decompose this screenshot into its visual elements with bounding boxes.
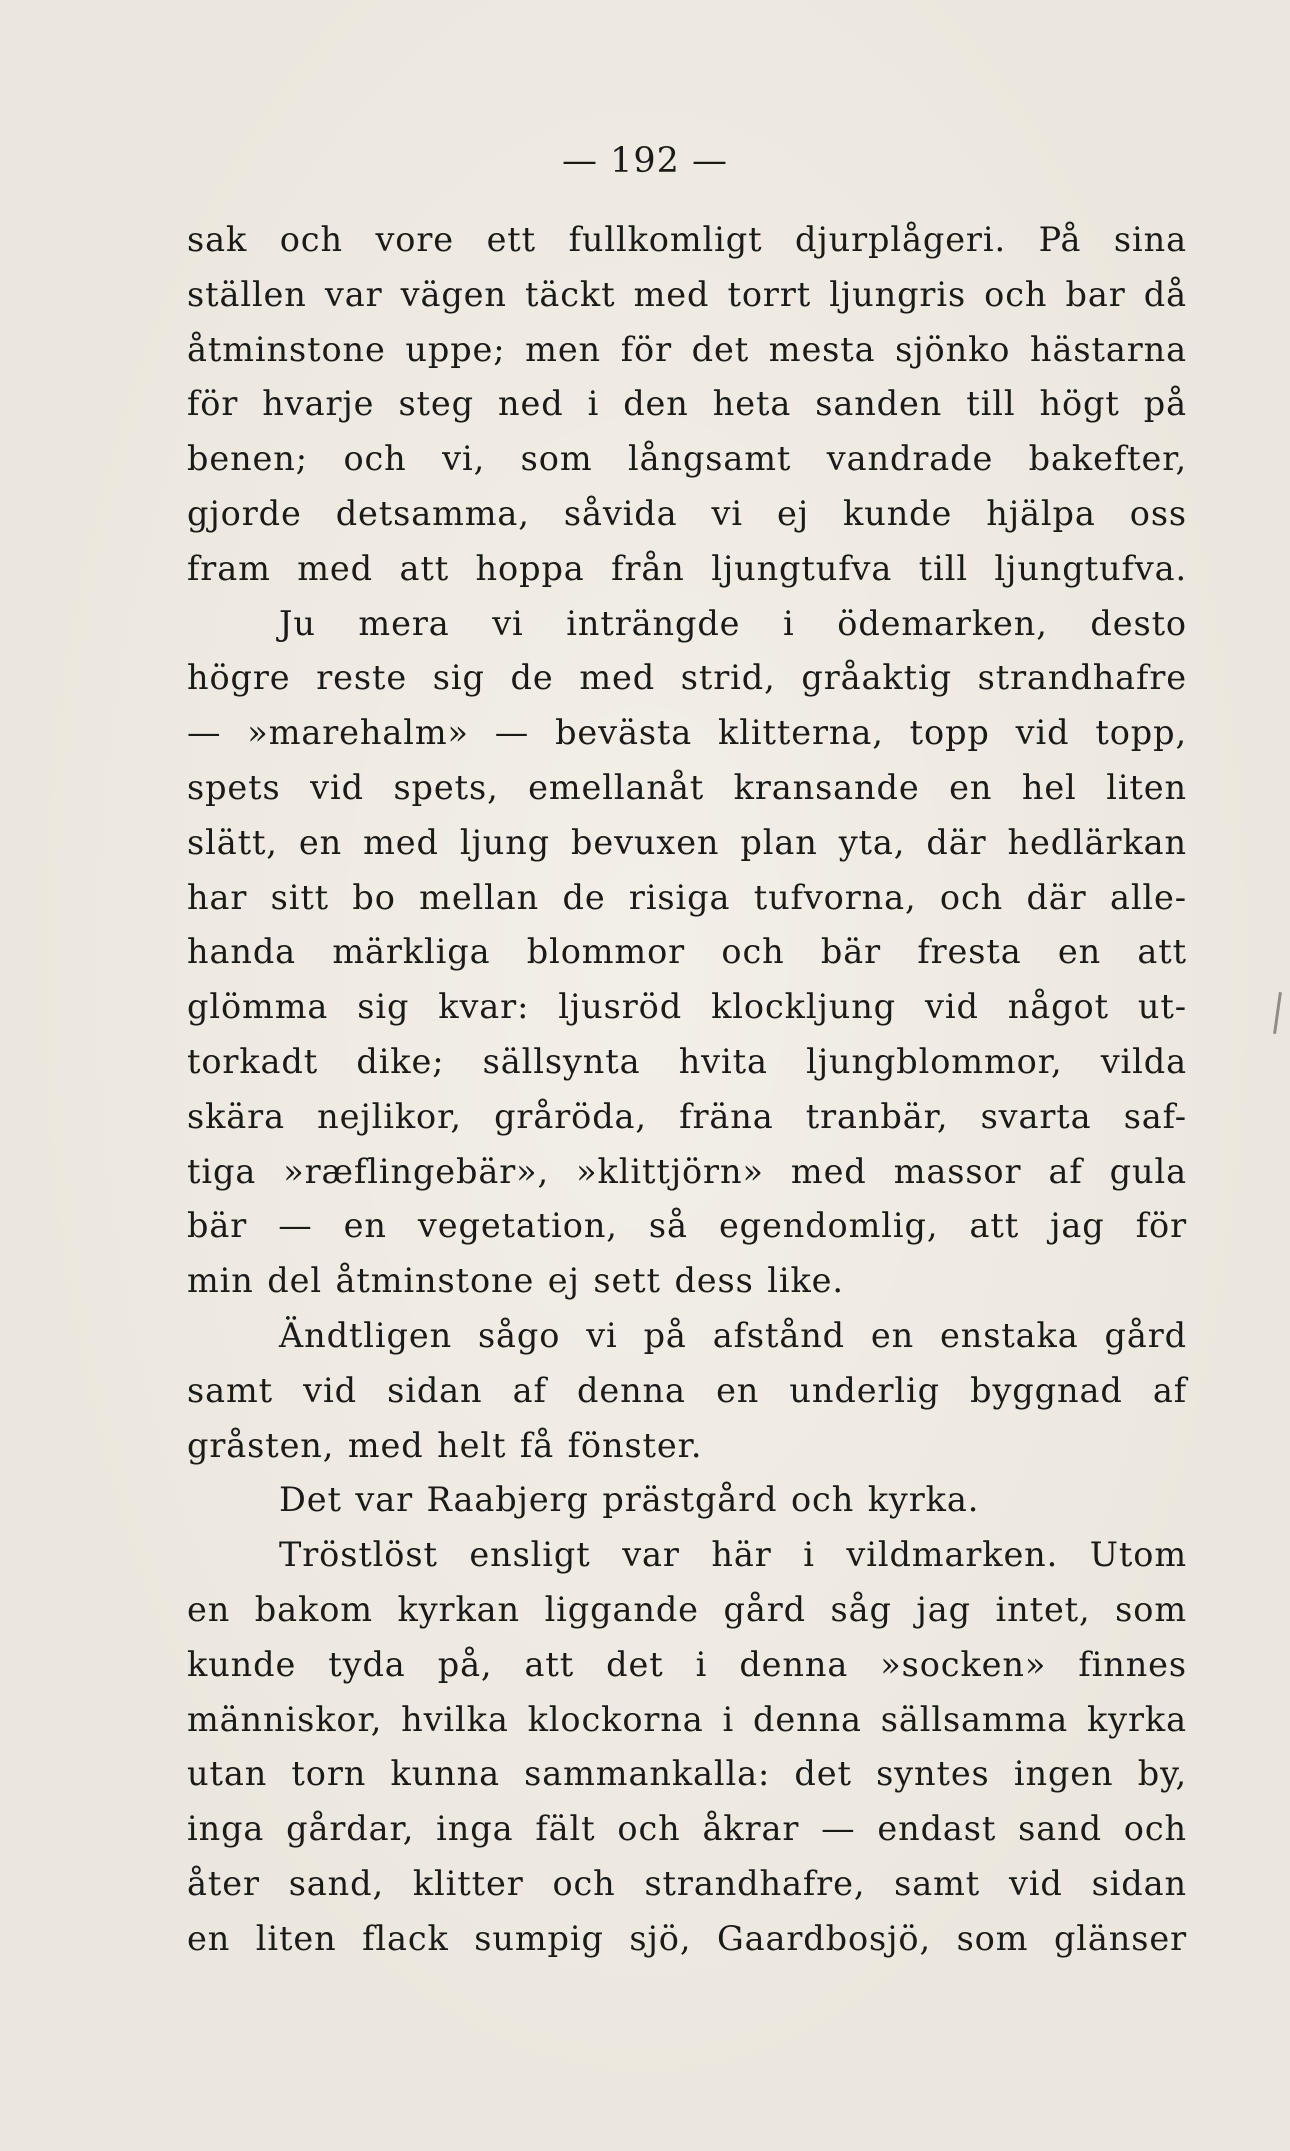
text-line: Det var Raabjerg prästgård och kyrka. xyxy=(279,1480,980,1520)
text-line: handa märkliga blommor och bär fresta en att xyxy=(187,932,1187,972)
text-line: bär — en vegetation, så egendomlig, att jag för xyxy=(187,1206,1187,1246)
text-line: åtminstone uppe; men för det mesta sjönko hästarna xyxy=(187,329,1187,369)
text-line: glömma sig kvar: ljusröd klockljung vid något ut- xyxy=(187,987,1187,1027)
text-line: utan torn kunna sammankalla: det syntes ingen by, xyxy=(187,1754,1187,1794)
text-line: för hvarje steg ned i den heta sanden till högt på xyxy=(187,384,1187,424)
margin-mark xyxy=(1273,992,1282,1034)
text-line: samt vid sidan af denna en underlig byggnad af xyxy=(187,1370,1187,1410)
text-line: Ju mera vi inträngde i ödemarken, desto xyxy=(279,603,1187,643)
text-line: gråsten, med helt få fönster. xyxy=(187,1425,703,1465)
text-line: spets vid spets, emellanåt kransande en hel liten xyxy=(187,767,1187,807)
text-line: tiga »ræflingebär», »klittjörn» med massor af gula xyxy=(187,1151,1187,1191)
text-line: — »marehalm» — bevästa klitterna, topp vid topp, xyxy=(187,713,1187,753)
text-line: människor, hvilka klockorna i denna sällsamma kyrka xyxy=(187,1699,1187,1739)
text-line: har sitt bo mellan de risiga tufvorna, och där alle- xyxy=(187,877,1187,917)
text-line: kunde tyda på, att det i denna »socken» finnes xyxy=(187,1644,1187,1684)
text-line: fram med att hoppa från ljungtufva till ljungtufva. xyxy=(187,548,1187,588)
text-line: ställen var vägen täckt med torrt ljungris och bar då xyxy=(187,274,1187,314)
text-line: högre reste sig de med strid, gråaktig strandhafre xyxy=(187,658,1187,698)
text-line: gjorde detsamma, såvida vi ej kunde hjälpa oss xyxy=(187,493,1187,533)
text-line: Tröstlöst ensligt var här i vildmarken. Utom xyxy=(279,1535,1187,1575)
text-line: en liten flack sumpig sjö, Gaardbosjö, som glänser xyxy=(187,1918,1187,1958)
text-line: torkadt dike; sällsynta hvita ljungblommor, vilda xyxy=(187,1041,1187,1081)
text-line: sak och vore ett fullkomligt djurplågeri. På sina xyxy=(187,220,1187,259)
text-line: slätt, en med ljung bevuxen plan yta, där hedlärkan xyxy=(187,822,1187,862)
text-line: min del åtminstone ej sett dess like. xyxy=(187,1261,844,1301)
text-line: en bakom kyrkan liggande gård såg jag intet, som xyxy=(187,1589,1187,1629)
body-text xyxy=(187,213,1187,1967)
text-line: Ändtligen sågo vi på afstånd en enstaka gård xyxy=(279,1315,1187,1355)
text-line: inga gårdar, inga fält och åkrar — endast sand och xyxy=(187,1809,1187,1849)
text-line: skära nejlikor, gråröda, fräna tranbär, svarta saf- xyxy=(187,1096,1187,1136)
page-number: — 192 — xyxy=(561,141,729,181)
text-line: åter sand, klitter och strandhafre, samt vid sidan xyxy=(187,1863,1187,1903)
text-line: benen; och vi, som långsamt vandrade bakefter, xyxy=(187,439,1187,479)
